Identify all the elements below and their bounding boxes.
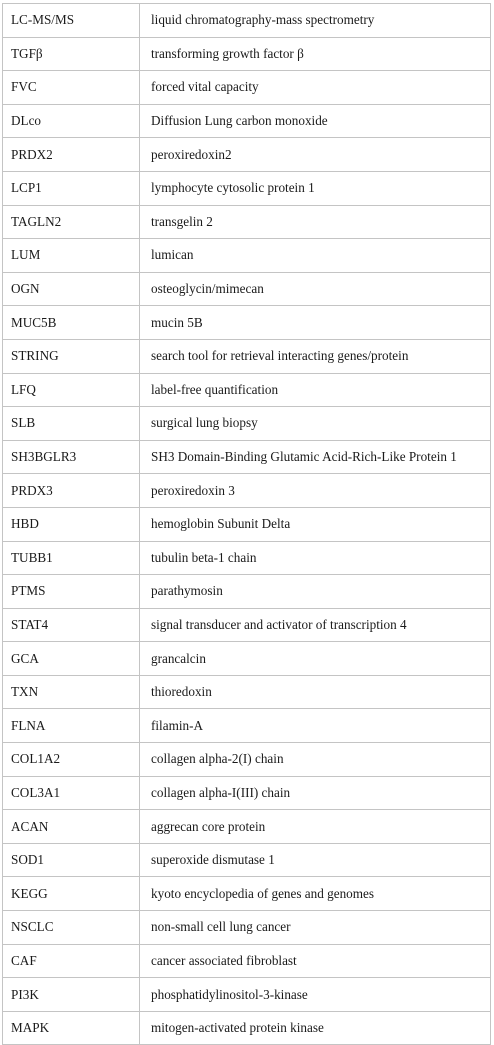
abbreviation-cell: LCP1 (3, 171, 140, 205)
abbreviation-cell: LFQ (3, 373, 140, 407)
definition-cell: transforming growth factor β (140, 37, 491, 71)
abbreviation-cell: TUBB1 (3, 541, 140, 575)
abbreviation-cell: HBD (3, 507, 140, 541)
abbreviation-cell: TAGLN2 (3, 205, 140, 239)
table-row (3, 608, 491, 642)
definition-cell: hemoglobin Subunit Delta (140, 507, 491, 541)
definition-cell: kyoto encyclopedia of genes and genomes (140, 877, 491, 911)
definition-cell: cancer associated fibroblast (140, 944, 491, 978)
table-row (3, 4, 491, 38)
abbreviation-cell: NSCLC (3, 911, 140, 945)
abbreviation-cell: STAT4 (3, 608, 140, 642)
abbreviation-cell: LC-MS/MS (3, 4, 140, 38)
table-row (3, 104, 491, 138)
table-row (3, 71, 491, 105)
table-row (3, 373, 491, 407)
table-row (3, 474, 491, 508)
definition-cell: collagen alpha-I(III) chain (140, 776, 491, 810)
definition-cell: phosphatidylinositol-3-kinase (140, 978, 491, 1012)
definition-cell: filamin-A (140, 709, 491, 743)
abbreviation-cell: TGFβ (3, 37, 140, 71)
table-row (3, 171, 491, 205)
table-row (3, 743, 491, 777)
definition-cell: surgical lung biopsy (140, 407, 491, 441)
abbreviation-cell: ACAN (3, 810, 140, 844)
abbreviation-cell: PRDX2 (3, 138, 140, 172)
table-row (3, 407, 491, 441)
abbreviation-cell: SLB (3, 407, 140, 441)
abbreviations-table-body (3, 4, 491, 1045)
abbreviation-cell: FLNA (3, 709, 140, 743)
abbreviation-cell: FVC (3, 71, 140, 105)
definition-cell: collagen alpha-2(I) chain (140, 743, 491, 777)
table-row (3, 37, 491, 71)
table-row (3, 978, 491, 1012)
abbreviation-cell: DLco (3, 104, 140, 138)
abbreviation-cell: STRING (3, 339, 140, 373)
abbreviation-cell: SH3BGLR3 (3, 440, 140, 474)
definition-cell: liquid chromatography-mass spectrometry (140, 4, 491, 38)
definition-cell: SH3 Domain-Binding Glutamic Acid-Rich-Like Protein 1 (140, 440, 491, 474)
abbreviations-table (2, 3, 491, 1045)
definition-cell: Diffusion Lung carbon monoxide (140, 104, 491, 138)
table-row (3, 440, 491, 474)
definition-cell: mitogen-activated protein kinase (140, 1011, 491, 1045)
abbreviation-cell: LUM (3, 239, 140, 273)
definition-cell: aggrecan core protein (140, 810, 491, 844)
table-row (3, 675, 491, 709)
table-row (3, 306, 491, 340)
definition-cell: peroxiredoxin 3 (140, 474, 491, 508)
definition-cell: thioredoxin (140, 675, 491, 709)
definition-cell: transgelin 2 (140, 205, 491, 239)
table-row (3, 339, 491, 373)
definition-cell: signal transducer and activator of transcription 4 (140, 608, 491, 642)
definition-cell: label-free quantification (140, 373, 491, 407)
definition-cell: lumican (140, 239, 491, 273)
table-row (3, 239, 491, 273)
abbreviation-cell: KEGG (3, 877, 140, 911)
table-row (3, 507, 491, 541)
abbreviation-cell: COL3A1 (3, 776, 140, 810)
definition-cell: non-small cell lung cancer (140, 911, 491, 945)
table-row (3, 205, 491, 239)
table-row (3, 575, 491, 609)
table-row (3, 642, 491, 676)
table-row (3, 541, 491, 575)
abbreviation-cell: PTMS (3, 575, 140, 609)
abbreviation-cell: MAPK (3, 1011, 140, 1045)
definition-cell: peroxiredoxin2 (140, 138, 491, 172)
abbreviation-cell: OGN (3, 272, 140, 306)
table-row (3, 911, 491, 945)
definition-cell: search tool for retrieval interacting genes/protein (140, 339, 491, 373)
definition-cell: lymphocyte cytosolic protein 1 (140, 171, 491, 205)
abbreviation-cell: SOD1 (3, 843, 140, 877)
definition-cell: parathymosin (140, 575, 491, 609)
definition-cell: grancalcin (140, 642, 491, 676)
table-row (3, 272, 491, 306)
table-row (3, 709, 491, 743)
definition-cell: forced vital capacity (140, 71, 491, 105)
abbreviation-cell: GCA (3, 642, 140, 676)
abbreviation-cell: TXN (3, 675, 140, 709)
table-row (3, 843, 491, 877)
definition-cell: mucin 5B (140, 306, 491, 340)
table-row (3, 1011, 491, 1045)
table-row (3, 810, 491, 844)
definition-cell: tubulin beta-1 chain (140, 541, 491, 575)
abbreviation-cell: PRDX3 (3, 474, 140, 508)
table-row (3, 877, 491, 911)
definition-cell: superoxide dismutase 1 (140, 843, 491, 877)
definition-cell: osteoglycin/mimecan (140, 272, 491, 306)
table-row (3, 776, 491, 810)
abbreviation-cell: CAF (3, 944, 140, 978)
abbreviation-cell: COL1A2 (3, 743, 140, 777)
table-row (3, 944, 491, 978)
table-row (3, 138, 491, 172)
abbreviation-cell: PI3K (3, 978, 140, 1012)
abbreviation-cell: MUC5B (3, 306, 140, 340)
